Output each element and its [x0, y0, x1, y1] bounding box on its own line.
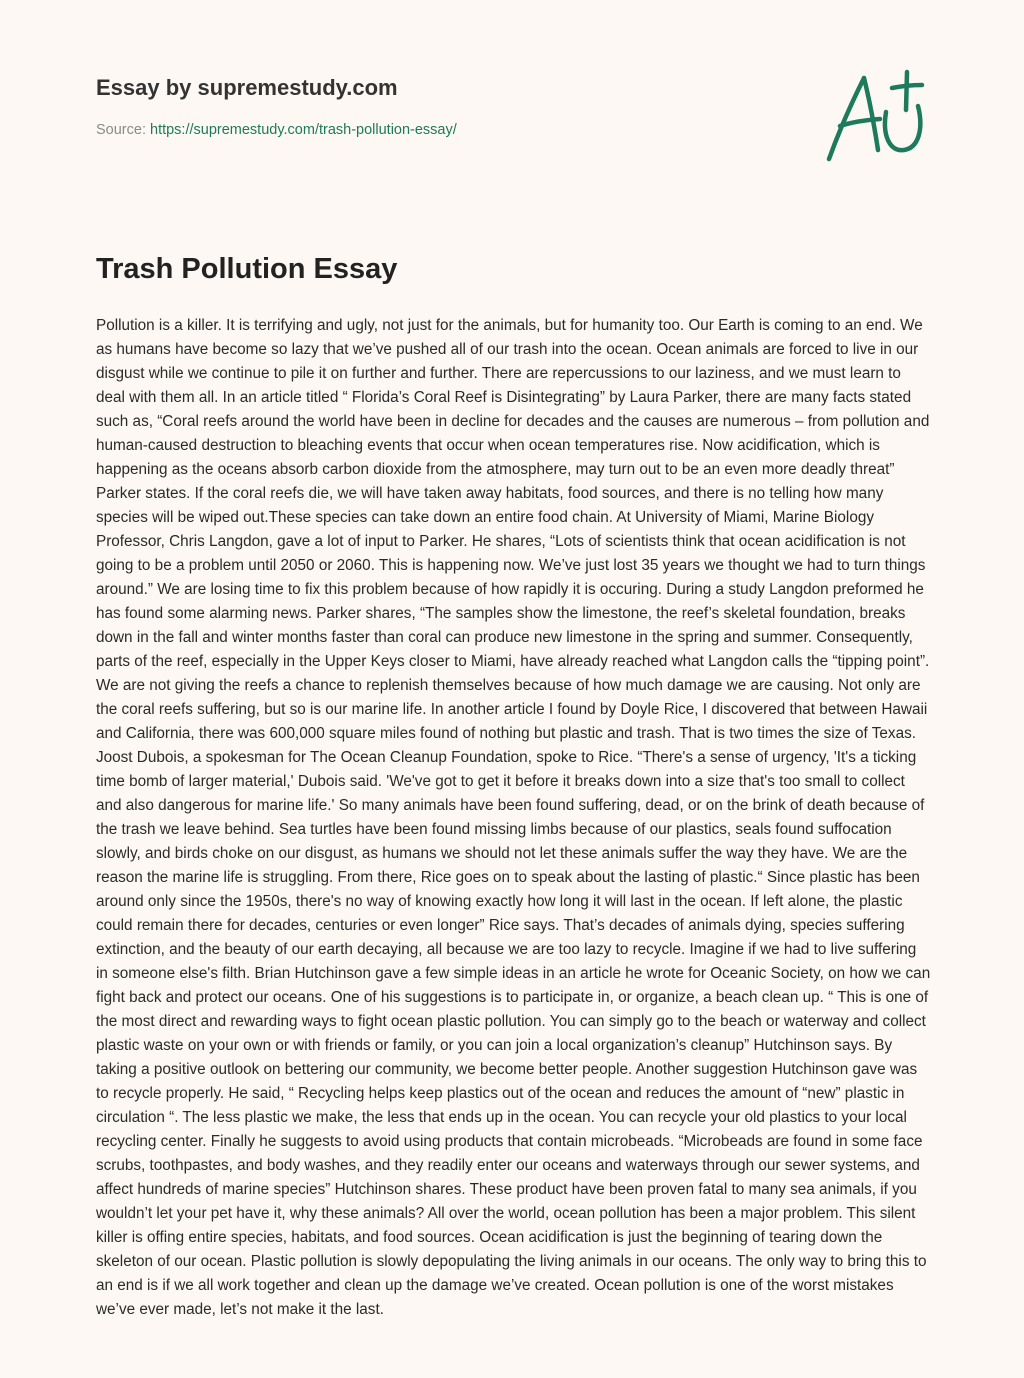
source-link[interactable]: https://supremestudy.com/trash-pollution-essay/ — [150, 122, 457, 138]
essay-body: Pollution is a killer. It is terrifying and ugly, not just for the animals, but for humanity too. Our Earth is coming to an end. We as humans have become so lazy that we’ve pushed all of our trash into the ocean. Ocean animals are forced to live in our disgust while we continue to pile it on further and further. There are repercussions to our laziness, and we must learn to deal with them all. In an article titled “ Florida’s Coral Reef is Disintegrating” by Laura Parker, there are many facts stated such as, “Coral reefs around the world have been in decline for decades and the causes are numerous – from pollution and human-caused destruction to bleaching events that occur when ocean temperatures rise. Now acidification, which is happening as the oceans absorb carbon dioxide from the atmosphere, may turn out to be an even more deadly threat” Parker states. If the coral reefs die, we will have taken away habitats, food sources, and there is no telling how many species will be wiped out.These species can take down an entire food chain. At University of Miami, Marine Biology Professor, Chris Langdon, gave a lot of input to Parker. He shares, “Lots of scientists think that ocean acidification is not going to be a problem until 2050 or 2060. This is happening now. We’ve just lost 35 years we thought we had to turn things around.” We are losing time to fix this problem because of how rapidly it is occuring. During a study Langdon preformed he has found some alarming news. Parker shares, “The samples show the limestone, the reef’s skeletal foundation, breaks down in the fall and winter months faster than coral can produce new limestone in the spring and summer. Consequently, parts of the reef, especially in the Upper Keys closer to Miami, have already reached what Langdon calls the “tipping point”. We are not giving the reefs a chance to replenish themselves because of how much damage we are causing. Not only are the coral reefs suffering, but so is our marine life. In another article I found by Doyle Rice, I discovered that between Hawaii and California, there was 600,000 square miles found of nothing but plastic and trash. That is two times the size of Texas. Joost Dubois, a spokesman for The Ocean Cleanup Foundation, spoke to Rice. “There's a sense of urgency, 'It's a ticking time bomb of larger material,' Dubois said. 'We've got to get it before it breaks down into a size that's too small to collect and also dangerous for marine life.' So many animals have been found suffering, dead, or on the brink of death because of the trash we leave behind. Sea turtles have been found missing limbs because of our plastics, seals found suffocation slowly, and birds choke on our disgust, as humans we should not let these animals suffer the way they have. We are the reason the marine life is struggling. From there, Rice goes on to speak about the lasting of plastic.“ Since plastic has been around only since the 1950s, there's no way of knowing exactly how long it will last in the ocean. If left alone, the plastic could remain there for decades, centuries or even longer” Rice says. That’s decades of animals dying, species suffering extinction, and the beauty of our earth decaying, all because we are too lazy to recycle. Imagine if we had to live suffering in someone else's filth. Brian Hutchinson gave a few simple ideas in an article he wrote for Oceanic Society, on how we can fight back and protect our oceans. One of his suggestions is to participate in, or organize, a beach clean up. “ This is one of the most direct and rewarding ways to fight ocean plastic pollution. You can simply go to the beach or waterway and collect plastic waste on your own or with friends or family, or you can join a local organization’s cleanup” Hutchinson says. By taking a positive outlook on bettering our community, we become better people. Another suggestion Hutchinson gave was to recycle properly. He said, “ Recycling helps keep plastics out of the ocean and reduces the amount of “new” plastic in circulation “. The less plastic we make, the less that ends up in the ocean. You can recycle your old plastics to your local recycling center. Finally he suggests to avoid using products that contain microbeads. “Microbeads are found in some face scrubs, toothpastes, and body washes, and they readily enter our oceans and waterways through our sewer systems, and affect hundreds of marine species” Hutchinson shares. These product have been proven fatal to many sea animals, if you wouldn’t let your pet have it, why these animals? All over the world, ocean pollution has been a major problem. This silent killer is offing entire species, habitats, and food sources. Ocean acidification is just the beginning of tearing down the skeleton of our ocean. Plastic pollution is slowly depopulating the living animals in our oceans. The only way to bring this to an end is if we all work together and clean up the damage we’ve created. Ocean pollution is one of the worst mistakes we’ve ever made, let’s not make it the last. — [96, 317, 931, 1318]
site-title: Essay by supremestudy.com — [96, 75, 398, 100]
essay-title: Trash Pollution Essay — [96, 253, 398, 285]
a-plus-logo-icon — [820, 66, 930, 166]
source-line — [96, 122, 457, 138]
source-label: Source: — [96, 122, 150, 138]
